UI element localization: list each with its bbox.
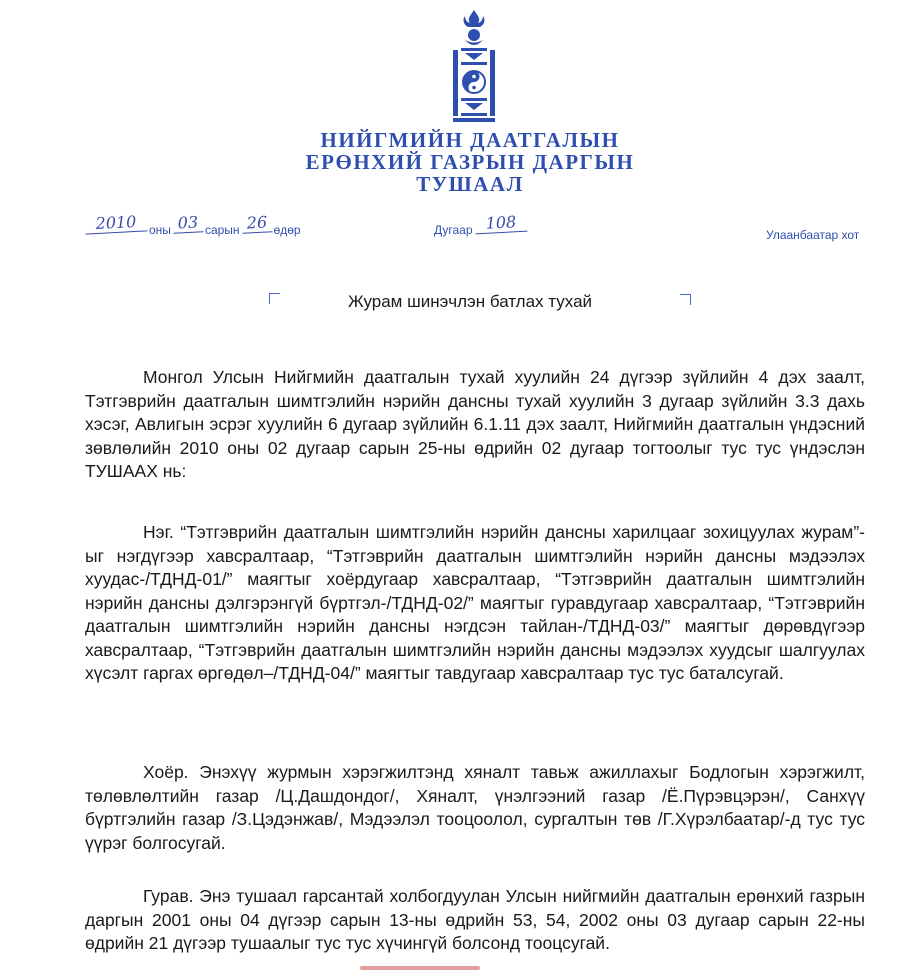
order-date <box>85 211 303 244</box>
date-day: 26 <box>241 213 272 234</box>
order-heading: ТУШААЛ <box>416 172 524 196</box>
paragraph-two: Хоёр. Энэхүү журмын хэрэгжилтэнд хяналт тавьж ажиллахыг Бодлогын хэрэгжилт, төлөвлөлтийн газар /Ц.Дашдондог/, Хяналт, үнэлгээний газар /Ё.Пүрэвцэрэн/, Санхүү бүртгэлийн газар /З.Цэдэнжав/, Мэдээлэл тооцоолол, сургалтын төв /Г.Хүрэлбаатар/-д тус тус үүрэг болгосугай. <box>85 762 865 853</box>
number-value: 108 <box>474 213 527 235</box>
order-subject: Журам шинэчлэн батлах тухай <box>347 292 593 311</box>
issue-city: Улаанбаатар хот <box>766 228 860 242</box>
date-month: 03 <box>172 213 203 234</box>
paragraph-three: Гурав. Энэ тушаал гарсантай холбогдуулан Улсын нийгмийн даатгалын ерөнхий газрын даргын 2001 оны 04 дүгээр сарын 13-ны өдрийн 53, 54, 2002 оны 03 дугаар сарын 22-ны өдрийн 21 дүгээр тушаалыг тус тус хүчингүй болсонд тооцсугай. <box>85 886 865 953</box>
paragraph-one: Нэг. “Тэтгэврийн даатгалын шимтгэлийн нэрийн дансны харилцааг зохицуулах журам”-ыг нэгдүгээр хавсралтаар, “Тэтгэврийн даатгалын шимтгэлийн нэрийн дансны мэдээлэх хуудас-/ТДНД-01/” маягтыг хоёрдугаар хавсралтаар, “Тэтгэврийн даатгалын шимтгэлийн нэрийн дансны дэлгэрэнгүй бүртгэл-/ТДНД-02/” маягтыг гуравдугаар хавсралтаар, “Тэтгэврийн даатгалын шимтгэлийн нэрийн дансны нэгдсэн тайлан-/ТДНД-03/” маягтыг дөрөвдүгээр хавсралтаар, “Тэтгэврийн даатгалын шимтгэлийн нэрийн дансны мэдээлэх хуудсыг шалгуулах хүсэлт гаргах өргөдөл–/ТДНД-04/” маягтыг тавдугаар хавсралтаар тус тус баталсугай. <box>85 522 865 683</box>
year-suffix: оны <box>149 223 171 237</box>
soyombo-emblem-icon <box>443 10 505 128</box>
date-year: 2010 <box>85 212 148 234</box>
org-title-line1: НИЙГМИЙН ДААТГАЛЫН <box>320 128 620 152</box>
number-label: Дугаар <box>434 223 473 237</box>
day-suffix: өдөр <box>273 223 301 237</box>
org-title-line2: ЕРӨНХИЙ ГАЗРЫН ДАРГЫН <box>305 150 635 174</box>
order-number <box>432 214 527 244</box>
month-suffix: сарын <box>204 223 240 237</box>
stamp-mark <box>360 966 480 970</box>
paragraph-preamble: Монгол Улсын Нийгмийн даатгалын тухай хуулийн 24 дүгээр зүйлийн 4 дэх заалт, Тэтгэврийн даатгалын шимтгэлийн нэрийн дансны тухай хуулийн 3 дугаар зүйлийн 3.3 дахь хэсэг, Авлигын эсрэг хуулийн 6 дугаар зүйлийн 6.1.11 дэх заалт, Нийгмийн даатгалын үндэсний зөвлөлийн 2010 оны 02 дугаар сарын 25-ны өдрийн 02 дугаар тогтоолыг тус тус үндэслэн ТУШААХ нь: <box>85 367 865 481</box>
